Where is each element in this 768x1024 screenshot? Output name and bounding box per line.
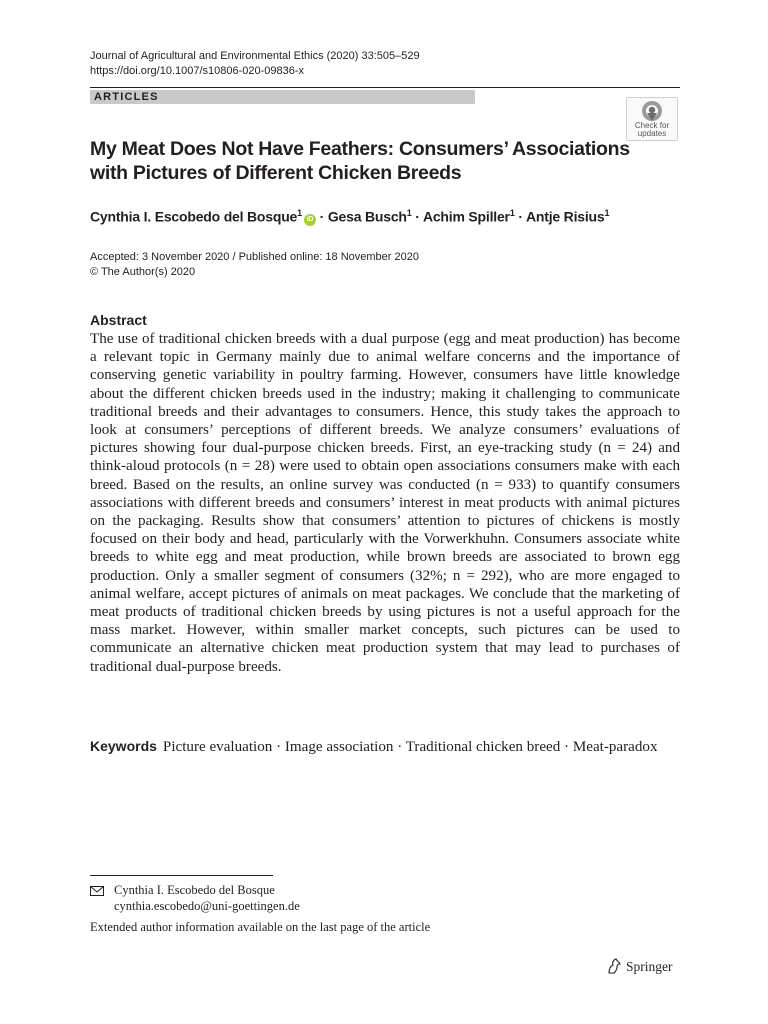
springer-horse-icon xyxy=(606,958,622,974)
author-affil: 1 xyxy=(406,208,412,218)
orcid-icon[interactable]: iD xyxy=(304,214,316,226)
extended-author-info: Extended author information available on the last page of the article xyxy=(90,920,431,934)
author-separator: · xyxy=(518,208,523,225)
abstract-heading: Abstract xyxy=(90,312,147,328)
section-label: ARTICLES xyxy=(90,90,475,104)
publisher-name: Springer xyxy=(626,959,673,974)
crossmark-icon xyxy=(641,100,663,122)
corresponding-author-name: Cynthia I. Escobedo del Bosque xyxy=(114,883,275,897)
publisher-logo xyxy=(606,958,673,975)
header-rule xyxy=(90,87,680,88)
envelope-icon xyxy=(90,885,104,900)
author-name[interactable]: Achim Spiller xyxy=(422,208,510,225)
keywords-block xyxy=(90,737,680,757)
article-title: My Meat Does Not Have Feathers: Consumers’ Associations with Pictures of Different Chicken Breeds xyxy=(90,138,630,184)
author-affil: 1 xyxy=(509,208,515,218)
journal-citation: Journal of Agricultural and Environmental Ethics (2020) 33:505–529 xyxy=(90,50,420,62)
doi-link[interactable]: https://doi.org/10.1007/s10806-020-09836-x xyxy=(90,65,305,77)
author-name[interactable]: Antje Risius xyxy=(525,208,605,225)
footnote-rule xyxy=(90,875,273,876)
updates-label: updates xyxy=(637,129,667,138)
check-for-updates-badge[interactable] xyxy=(626,97,678,141)
author-affil: 1 xyxy=(604,208,610,218)
publication-dates: Accepted: 3 November 2020 / Published online: 18 November 2020 xyxy=(90,251,419,263)
author-separator: · xyxy=(319,208,325,225)
abstract-text: The use of traditional chicken breeds with a dual purpose (egg and meat production) has become a relevant topic in Germany mainly due to animal welfare concerns and the importance of conserving genetic variability in poultry farming. However, consumers have little knowledge about the different chicken breeds used in the industry; making it challenging to communicate traditional breeds and their advantages to consumers. Hence, this study takes the approach to look at consumers’ perceptions of different breeds. We analyze consumers’ evaluations of pictures showing four dual-purpose chicken breeds. First, an eye-tracking study (n = 24) and think-aloud protocols (n = 28) were used to obtain open associations consumers make with each breed. Based on the results, an online survey was conducted (n = 933) to quantify consumers associations with different breeds and consumers’ interest in meat products with animal pictures on the packaging. Results show that consumers’ attention to pictures of chickens is mostly focused on their body and head, particularly with the Vorwerkhuhn. Consumers associate white breeds to white egg and meat production, while brown breeds are associated to brown egg production. Only a smaller segment of consumers (32%; n = 292), who are more engaged to animal welfare, accept pictures of animals on meat packages. We conclude that the marketing of meat products of traditional chicken breeds by using pictures is not a useful approach for the mass market. However, within smaller market concepts, such pictures can be used to communicate an alternative chicken meat production system that may lead to purchases of traditional dual-purpose breeds. xyxy=(90,331,680,675)
author-name[interactable]: Cynthia I. Escobedo del Bosque xyxy=(90,208,298,225)
check-for-label: Check for xyxy=(634,121,670,130)
corresponding-author-email[interactable]: cynthia.escobedo@uni-goettingen.de xyxy=(114,899,300,913)
keywords-label: Keywords xyxy=(90,738,157,754)
keywords-text: Picture evaluation · Image association · Traditional chicken breed · Meat-paradox xyxy=(162,739,658,755)
copyright-line: © The Author(s) 2020 xyxy=(90,266,196,278)
author-name[interactable]: Gesa Busch xyxy=(327,208,407,225)
author-separator: · xyxy=(415,208,420,225)
author-affil: 1 xyxy=(297,208,302,218)
author-list xyxy=(90,208,609,226)
